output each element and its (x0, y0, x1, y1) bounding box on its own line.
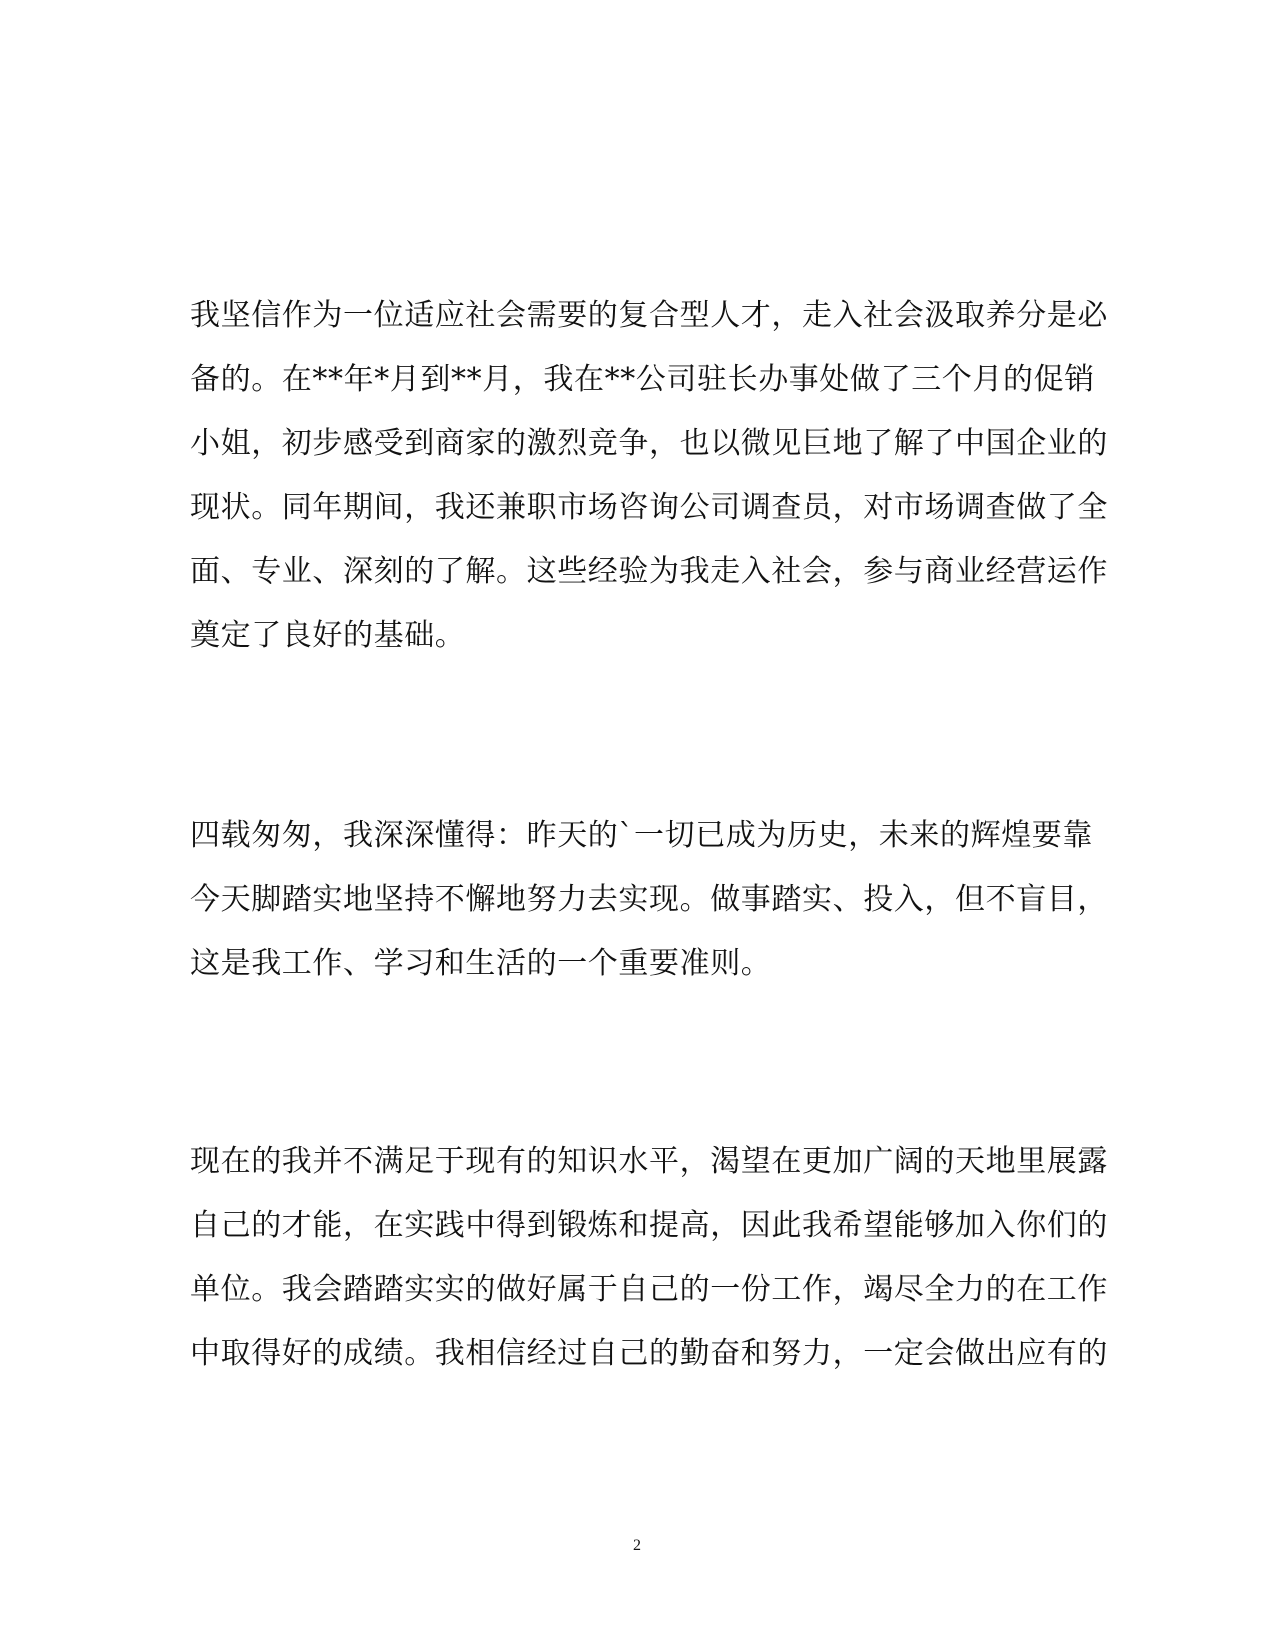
text-line: 现在的我并不满足于现有的知识水平，渴望在更加广阔的天地里展露 (190, 1144, 1108, 1179)
paragraph-3 (190, 1130, 1108, 1386)
text-line: 小姐，初步感受到商家的激烈竞争，也以微见巨地了解了中国企业的 (190, 426, 1108, 461)
text-line: 自己的才能，在实践中得到锻炼和提高，因此我希望能够加入你们的 (190, 1208, 1108, 1243)
text-line: 备的。在**年*月到**月，我在**公司驻长办事处做了三个月的促销 (190, 362, 1095, 397)
text-line: 面、专业、深刻的了解。这些经验为我走入社会，参与商业经营运作 (190, 554, 1108, 589)
text-line: 今天脚踏实地坚持不懈地努力去实现。做事踏实、投入，但不盲目， (190, 882, 1108, 917)
text-line: 四载匆匆，我深深懂得：昨天的`一切已成为历史，未来的辉煌要靠 (190, 818, 1093, 853)
page-number: 2 (633, 1537, 641, 1554)
text-line: 单位。我会踏踏实实的做好属于自己的一份工作，竭尽全力的在工作 (190, 1272, 1108, 1307)
text-line: 中取得好的成绩。我相信经过自己的勤奋和努力，一定会做出应有的 (190, 1336, 1108, 1371)
text-line: 现状。同年期间，我还兼职市场咨询公司调查员，对市场调查做了全 (190, 490, 1108, 525)
text-line: 奠定了良好的基础。 (190, 618, 466, 653)
text-line: 这是我工作、学习和生活的一个重要准则。 (190, 946, 772, 981)
paragraph-2 (190, 804, 1108, 996)
text-line: 我坚信作为一位适应社会需要的复合型人才，走入社会汲取养分是必 (190, 298, 1108, 333)
paragraph-1 (190, 284, 1108, 668)
